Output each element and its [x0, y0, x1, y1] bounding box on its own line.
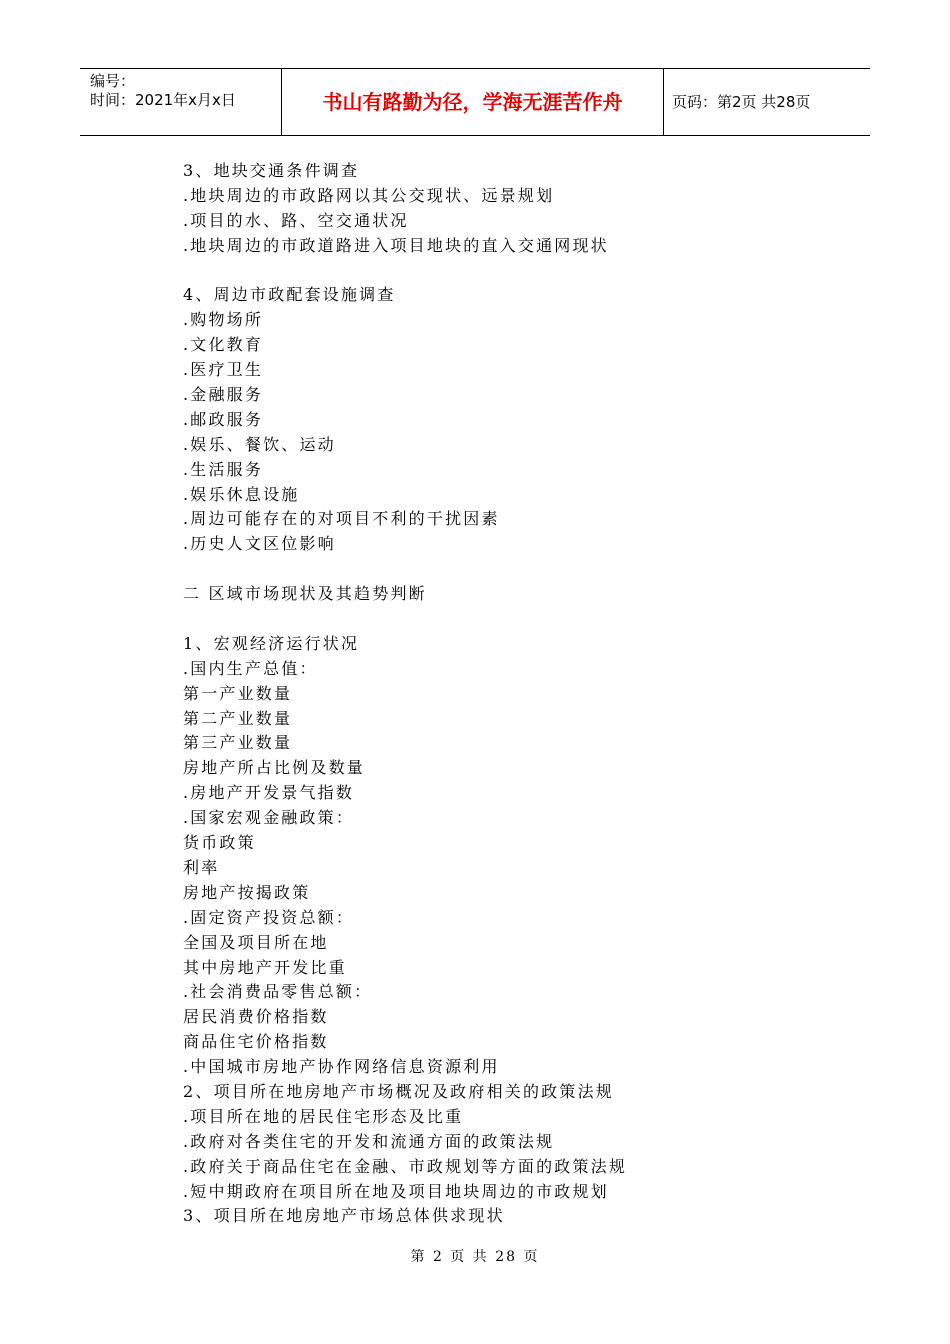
body-line: 二 区域市场现状及其趋势判断: [183, 584, 427, 604]
body-line: .地块周边的市政路网以其公交现状、远景规划: [183, 185, 555, 205]
header-meta: [80, 69, 282, 135]
doc-date: 时间：2021年x月x日: [90, 91, 236, 109]
body-line: 全国及项目所在地: [183, 932, 329, 952]
page-footer: 第 2 页 共 28 页: [410, 1249, 540, 1265]
body-line: .娱乐、餐饮、运动: [183, 434, 336, 454]
body-line: 居民消费价格指数: [183, 1007, 329, 1027]
document-body: [183, 159, 863, 1229]
body-line: 2、项目所在地房地产市场概况及政府相关的政策法规: [183, 1081, 614, 1101]
blank-line: [183, 557, 863, 582]
body-line: 第二产业数量: [183, 708, 293, 728]
body-line: .国家宏观金融政策：: [183, 808, 355, 828]
body-line: .地块周边的市政道路进入项目地块的直入交通网现状: [183, 235, 609, 255]
body-line: .医疗卫生: [183, 360, 264, 380]
body-line: .邮政服务: [183, 409, 264, 429]
body-line: .历史人文区位影响: [183, 534, 336, 554]
body-line: .金融服务: [183, 385, 264, 405]
body-line: .社会消费品零售总额：: [183, 982, 373, 1002]
doc-number-label: 编号：: [90, 72, 136, 90]
body-line: .国内生产总值：: [183, 658, 318, 678]
body-line: .娱乐休息设施: [183, 484, 300, 504]
body-line: 房地产按揭政策: [183, 882, 311, 902]
body-line: .政府关于商品住宅在金融、市政规划等方面的政策法规: [183, 1156, 628, 1176]
blank-line: [183, 607, 863, 632]
body-line: 第一产业数量: [183, 683, 293, 703]
body-line: .项目的水、路、空交通状况: [183, 210, 409, 230]
header-page-info: 页码：第2页 共28页: [672, 93, 811, 111]
body-line: 货币政策: [183, 833, 256, 853]
body-line: .生活服务: [183, 459, 264, 479]
body-line: .短中期政府在项目所在地及项目地块周边的市政规划: [183, 1181, 609, 1201]
body-line: 1、宏观经济运行状况: [183, 633, 360, 653]
body-line: .项目所在地的居民住宅形态及比重: [183, 1106, 464, 1126]
header-motto: 书山有路勤为径，学海无涯苦作舟: [282, 69, 664, 135]
body-line: .中国城市房地产协作网络信息资源利用: [183, 1057, 500, 1077]
page-header: [80, 68, 870, 136]
body-line: .文化教育: [183, 335, 264, 355]
body-line: .购物场所: [183, 310, 264, 330]
body-line: 利率: [183, 857, 220, 877]
body-line: .房地产开发景气指数: [183, 783, 355, 803]
body-line: 商品住宅价格指数: [183, 1032, 329, 1052]
body-line: .周边可能存在的对项目不利的干扰因素: [183, 509, 500, 529]
body-line: .固定资产投资总额：: [183, 907, 355, 927]
body-line: 房地产所占比例及数量: [183, 758, 366, 778]
body-line: 其中房地产开发比重: [183, 957, 347, 977]
blank-line: [183, 259, 863, 284]
body-line: 3、项目所在地房地产市场总体供求现状: [183, 1206, 505, 1226]
body-line: 第三产业数量: [183, 733, 293, 753]
body-line: .政府对各类住宅的开发和流通方面的政策法规: [183, 1131, 555, 1151]
body-line: 4、周边市政配套设施调查: [183, 285, 396, 305]
body-line: 3、地块交通条件调查: [183, 161, 360, 180]
